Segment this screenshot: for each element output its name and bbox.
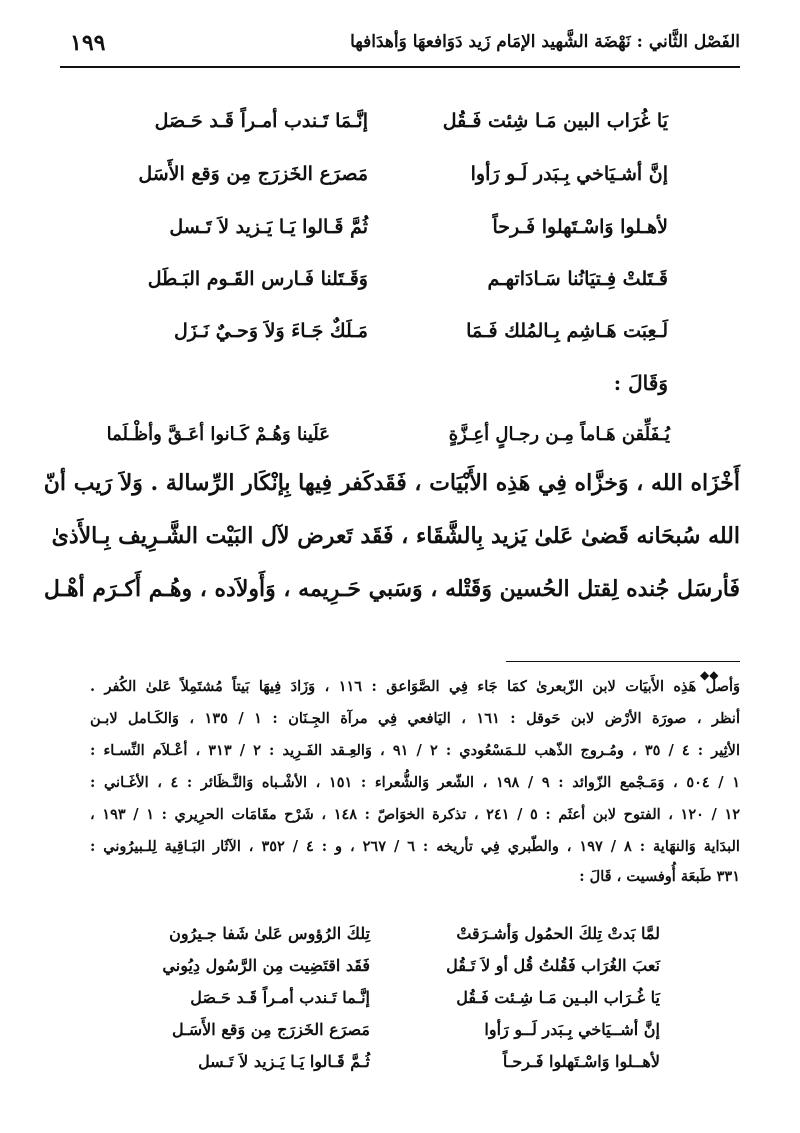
poem1-verse4-second: وَقَـتَلنا فَـارس القَـوم البَـطَل <box>147 268 368 290</box>
running-head <box>60 30 740 64</box>
footnote-line-6: البدَاية وَالنهَاية : ٨ / ١٩٧ ، والطّبري فِي تأريخه : ٦ / ٢٦٧ ، و : ٤ / ٣٥٢ ، الآثَار البَـاقِية لِلـبيرُوني : <box>90 838 740 855</box>
poem1-verse3-second: ثُمَّ قَـالوا يَـا يَـزيد لاَ تَـسل <box>169 216 368 238</box>
poem1-verse1-second: إنَّـمَا تَـندب أمـراً قَـد حَـصَل <box>154 110 368 132</box>
footnote-line-2: أنظر ، صورَة الأرْض لابن حَوقل : ١٦١ ، اليَافعي فِي مرآة الجِـنَان : ١ / ١٣٥ ، وَالكَـامل لابـن <box>90 710 740 727</box>
footnote-verse3-second: إنَّـما تَـندب أمـراً قَـد حَـصَل <box>190 988 370 1007</box>
poem1-verse5-second: مَـلَكٌ جَـاءَ وَلاَ وَحـيٌ نَـزَل <box>173 320 368 342</box>
footnote-verse2-first: نَعبَ الغُرَاب فَقُلتُ قُل أو لاَ تَـقُل <box>446 956 660 975</box>
footnote-line-3: الأثِير : ٤ / ٣٥ ، ومُـروج الذّهب للـمَسْعُودي : ٢ / ٩١ ، وَالعِـقد الفَـرِيد : ٢ / ٣١٣ ، أعْـلاَم النِّسـاء : <box>90 742 740 759</box>
footnote-verse4-second: مَصرَع الخَزرَج مِن وَقع الأَسَـل <box>171 1020 370 1039</box>
footnote-marker: ◆◆ <box>700 668 719 682</box>
footnote-line-7: ٣٣١ طَبعَة أُوفسيت ، قَالَ : <box>579 868 740 885</box>
poem1-verse2-first: إنَّ أشـيَاخي بِـبَدر لَـو رَأوا <box>470 163 668 185</box>
poem1-verse5-first: لَـعِبَت هَـاشِم بِـالمُلك فَـمَا <box>466 320 668 342</box>
footnote-line-4: ١ / ٥٠٤ ، وَمَـجْمع الزّوائد : ٩ / ١٩٨ ، الشّعر وَالشُّعراء : ١٥١ ، الأشْـباه وَالنَّـظَائر : ٤ ، الأغَـاني : <box>90 774 740 791</box>
footnote-verse5-second: ثُـمَّ قَـالوا يَـا يَـزيد لاَ تَـسل <box>198 1052 370 1071</box>
footnote-line-1: وَأصل هَذِه الأَبيَات لابن الزّبعرىٰ كمَا جَاء فِي الصَّوَاعق : ١١٦ ، وَزَادَ فِيهَا بَيتاً مُشتَمِلاً عَلىٰ الكُفر . <box>90 678 741 695</box>
footnote-verse2-second: فَقَد اقتَضِيت مِن الرَّسُول دِيُوني <box>162 956 370 975</box>
footnote-line-5: ١٢ / ١٢٠ ، الفتوح لابن أعثَم : ٥ / ٢٤١ ، تذكرة الخوَاصّ : ١٤٨ ، شَرْح مقَامَات الحرِيري : ١ / ١٩٣ ، <box>90 806 741 823</box>
footnote-verse1-first: لمَّا بَدتْ تِلكَ الحمُول وَأشـرَقتْ <box>456 924 660 943</box>
poem2-first: يُـفَلِّقن هَـاماً مِـن رجـالٍ أعِـزَّةٍ <box>448 424 670 445</box>
poem1-verse4-first: قَـتَلتْ فِـتيَانُنا سَـادَاتهـم <box>487 268 668 290</box>
prose-line-3: فَأرسَل جُنده لِقتل الحُسين وَقَتْله ، وَسَبي حَـرِيمه ، وَأَولاَده ، وهُـم أَكـرَم أهْـل <box>43 576 740 602</box>
chapter-title: الفَصْل الثَّاني : نَهْضَة الشَّهيد الإمَام زَيد دَوَافعهَا وَأهدَافها <box>350 32 740 52</box>
poem2-second: عَلَينا وَهُـمْ كَـانوا أعَـقَّ وأظْـلَما <box>106 424 330 445</box>
poem1-verse3-first: لأهـلوا وَاسْـتَهلوا فَـرحاً <box>492 216 668 238</box>
said-label: وَقَالَ : <box>613 371 668 395</box>
prose-line-1: أَخْزَاه الله ، وَخزَّاه فِي هَذِه الأَبْيَات ، فَقَدكَفر فِيها بِإنْكَار الرِّسالة . وَلاَ رَيب أنّ <box>43 470 740 496</box>
prose-line-2: الله سُبحَانه قَضىٰ عَلىٰ يَزيد بِالشَّقَاء ، فَقَد تَعرض لآل البَيْت الشَّـرِيف بِـالأَذىٰ <box>51 523 740 549</box>
footnote-verse4-first: إنَّ أشــيَاخي بِـبَدر لَــو رَأوا <box>484 1020 660 1039</box>
poem1-verse2-second: مَصرَع الخَزرَج مِن وَقع الأَسَل <box>138 163 368 185</box>
poem1-verse1-first: يَا غُرَاب البين مَـا شِئت فَـقُل <box>442 110 668 132</box>
footnote-verse1-second: تِلكَ الرُؤوس عَلىٰ شَفا جـيرُون <box>169 924 370 943</box>
page-number: ١٩٩ <box>70 30 106 56</box>
footnote-verse3-first: يَا غُـرَاب البـين مَـا شِـئت فَـقُل <box>456 988 660 1007</box>
header-rule <box>60 66 740 68</box>
footnote-rule <box>506 661 740 662</box>
footnote-verse5-first: لأهــلوا وَاسْـتَهلوا فَـرحـاً <box>502 1052 660 1071</box>
